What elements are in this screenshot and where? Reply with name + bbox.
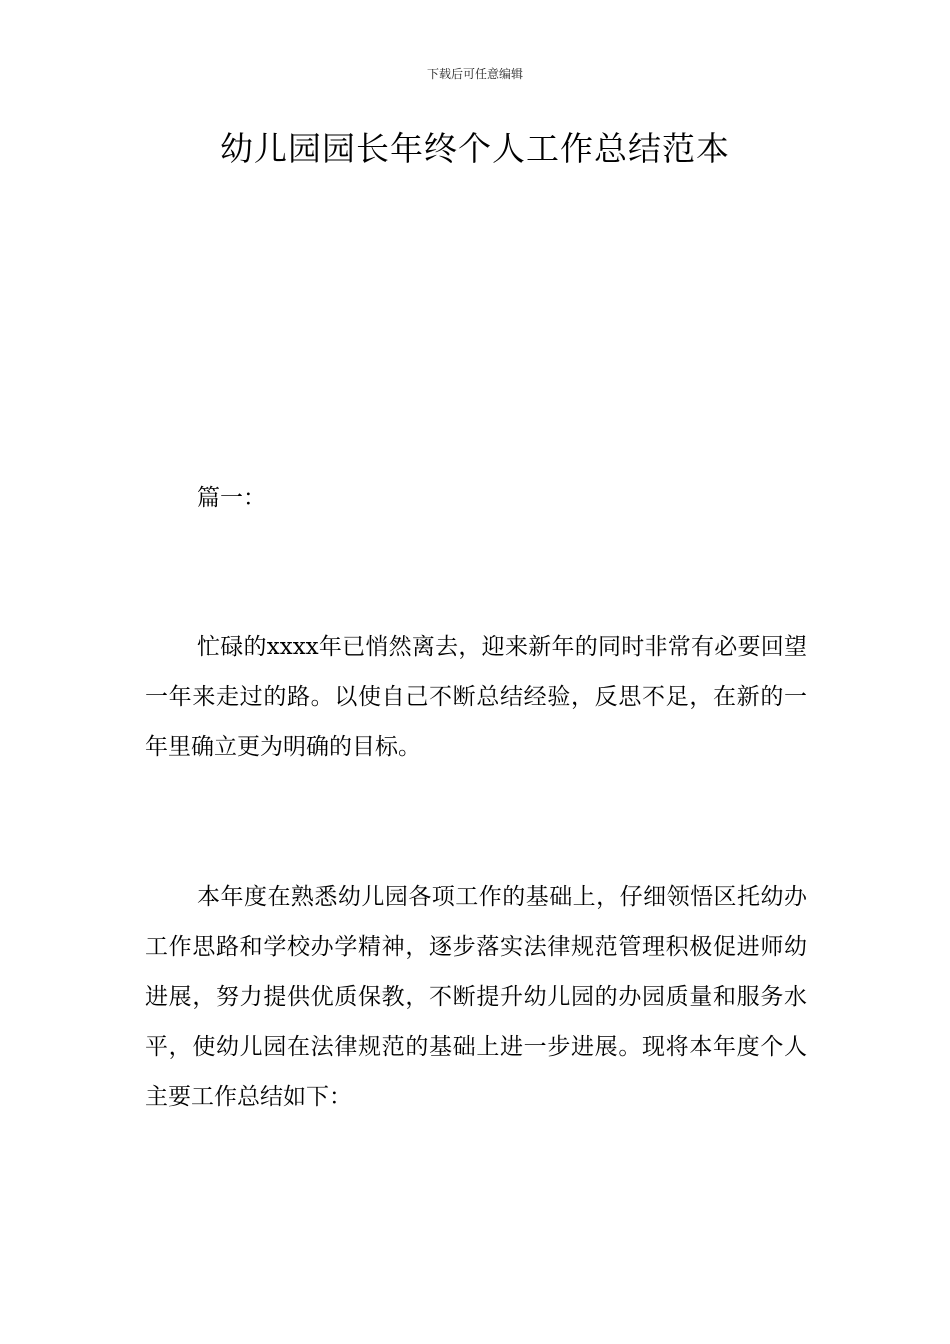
header-note: 下载后可任意编辑 bbox=[426, 67, 523, 81]
body-paragraph-2: 本年度在熟悉幼儿园各项工作的基础上，仔细领悟区托幼办工作思路和学校办学精神，逐步落实法律规范管理积极促进师幼进展，努力提供优质保教，不断提升幼儿园的办园质量和服务水平，使幼儿园在法律规范的基础上进一步进展。现将本年度个人主要工作总结如下： bbox=[145, 884, 807, 1110]
body-paragraph-1: 忙碌的xxxx年已悄然离去，迎来新年的同时非常有必要回望一年来走过的路。以使自己不断总结经验，反思不足，在新的一年里确立更为明确的目标。 bbox=[145, 634, 807, 760]
section-heading: 篇一： bbox=[197, 485, 266, 511]
document-title: 幼儿园园长年终个人工作总结范本 bbox=[220, 129, 730, 168]
